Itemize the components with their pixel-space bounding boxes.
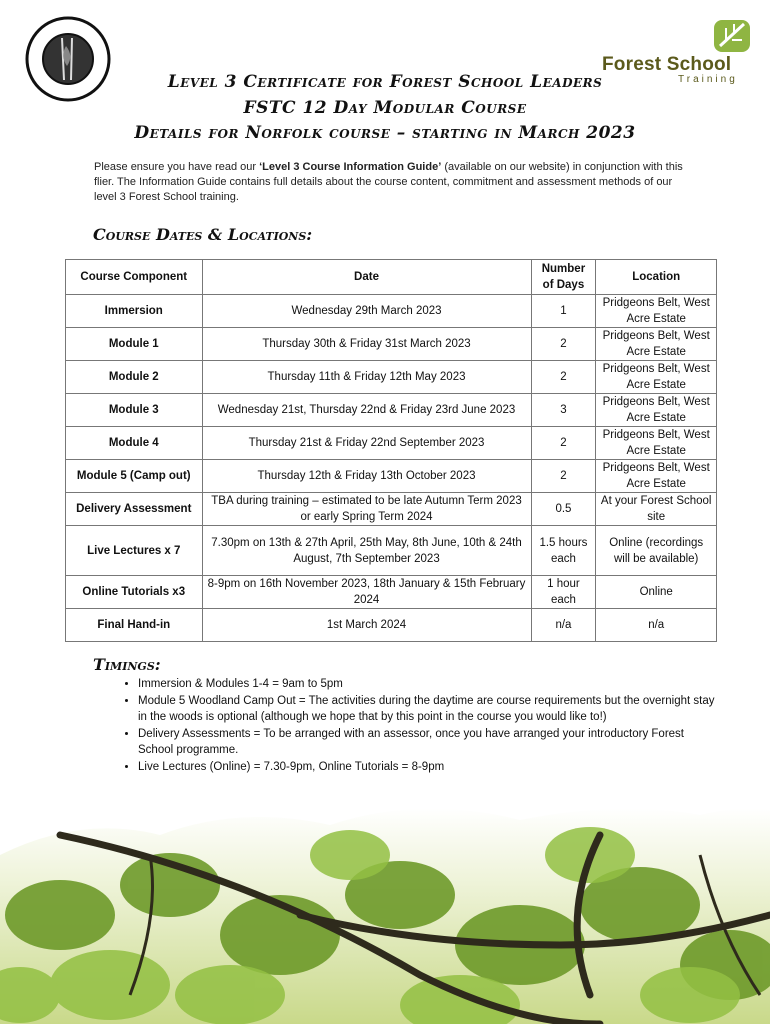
table-row (66, 526, 717, 576)
cell-component: Online Tutorials x3 (66, 576, 203, 609)
table-row (66, 460, 717, 493)
timings-heading: Timings: (93, 655, 161, 674)
cell-component: Module 3 (66, 394, 203, 427)
timing-item: • Immersion & Modules 1-4 = 9am to 5pm (138, 676, 718, 693)
cell-days: 3 (531, 394, 596, 427)
table-row (66, 361, 717, 394)
cell-location: Pridgeons Belt, West Acre Estate (596, 328, 717, 361)
timing-item: • Delivery Assessments = To be arranged with an assessor, once you have arranged your introductory Forest School programme. (138, 726, 718, 759)
cell-component: Module 5 (Camp out) (66, 460, 203, 493)
cell-days: n/a (531, 609, 596, 642)
cell-date: Wednesday 21st, Thursday 22nd & Friday 23rd June 2023 (202, 394, 531, 427)
cell-location: n/a (596, 609, 717, 642)
cell-location: Pridgeons Belt, West Acre Estate (596, 394, 717, 427)
leaves-photo (0, 795, 770, 1024)
cell-date: Wednesday 29th March 2023 (202, 295, 531, 328)
cell-component: Immersion (66, 295, 203, 328)
cell-days: 2 (531, 427, 596, 460)
cell-location: Pridgeons Belt, West Acre Estate (596, 460, 717, 493)
cell-date: 8-9pm on 16th November 2023, 18th January & 15th February 2024 (202, 576, 531, 609)
cell-component: Module 1 (66, 328, 203, 361)
course-dates-heading: Course Dates & Locations: (93, 225, 313, 244)
cell-component: Final Hand-in (66, 609, 203, 642)
cell-date: 1st March 2024 (202, 609, 531, 642)
header-component: Course Component (66, 260, 203, 295)
leaf-icon (712, 16, 752, 56)
header-date: Date (202, 260, 531, 295)
intro-pre: Please ensure you have read our (94, 161, 260, 173)
cell-days: 1.5 hours each (531, 526, 596, 576)
table-row (66, 576, 717, 609)
cell-location: At your Forest School site (596, 493, 717, 526)
cell-date: Thursday 30th & Friday 31st March 2023 (202, 328, 531, 361)
cell-date: Thursday 12th & Friday 13th October 2023 (202, 460, 531, 493)
title-line-2: FSTC 12 Day Modular Course (243, 98, 527, 118)
cell-date: TBA during training – estimated to be late Autumn Term 2023 or early Spring Term 2024 (202, 493, 531, 526)
cell-component: Live Lectures x 7 (66, 526, 203, 576)
title-line-3: Details for Norfolk course – starting in March 2023 (134, 123, 636, 143)
cell-days: 0.5 (531, 493, 596, 526)
table-row (66, 328, 717, 361)
intro-paragraph (94, 160, 694, 205)
header-days: Number of Days (531, 260, 596, 295)
forest-school-subtitle: Training (678, 74, 738, 85)
timing-item: • Module 5 Woodland Camp Out = The activities during the daytime are course requirements but the overnight stay in the woods is optional (although we hope that by this point in the course you would like to!) (138, 693, 718, 726)
table-header-row (66, 260, 717, 295)
cell-days: 2 (531, 361, 596, 394)
course-dates-table (65, 259, 717, 642)
timings-list (108, 676, 718, 775)
cell-location: Online (recordings will be available) (596, 526, 717, 576)
table-row (66, 295, 717, 328)
cell-date: Thursday 21st & Friday 22nd September 2023 (202, 427, 531, 460)
information-guide-reference: ‘Level 3 Course Information Guide’ (259, 161, 442, 173)
cell-location: Pridgeons Belt, West Acre Estate (596, 295, 717, 328)
header-location: Location (596, 260, 717, 295)
table-row (66, 609, 717, 642)
title-line-1: Level 3 Certificate for Forest School Leaders (167, 72, 603, 92)
cell-location: Pridgeons Belt, West Acre Estate (596, 427, 717, 460)
cell-location: Online (596, 576, 717, 609)
cell-days: 2 (531, 460, 596, 493)
forest-school-name: Forest School (602, 54, 732, 75)
intro-post: (available on our website) in conjunction with this flier. The Information Guide contains full details about the course content, commitment and assessment methods of our level 3 Forest School training. (94, 161, 683, 203)
table-row (66, 394, 717, 427)
cell-component: Module 4 (66, 427, 203, 460)
cell-date: Thursday 11th & Friday 12th May 2023 (202, 361, 531, 394)
cell-days: 1 hour each (531, 576, 596, 609)
cell-component: Delivery Assessment (66, 493, 203, 526)
timing-item: • Live Lectures (Online) = 7.30-9pm, Online Tutorials = 8-9pm (138, 759, 718, 776)
cell-date: 7.30pm on 13th & 27th April, 25th May, 8th June, 10th & 24th August, 7th September 2023 (202, 526, 531, 576)
cell-days: 2 (531, 328, 596, 361)
cell-days: 1 (531, 295, 596, 328)
cell-location: Pridgeons Belt, West Acre Estate (596, 361, 717, 394)
table-row (66, 427, 717, 460)
table-row (66, 493, 717, 526)
cell-component: Module 2 (66, 361, 203, 394)
